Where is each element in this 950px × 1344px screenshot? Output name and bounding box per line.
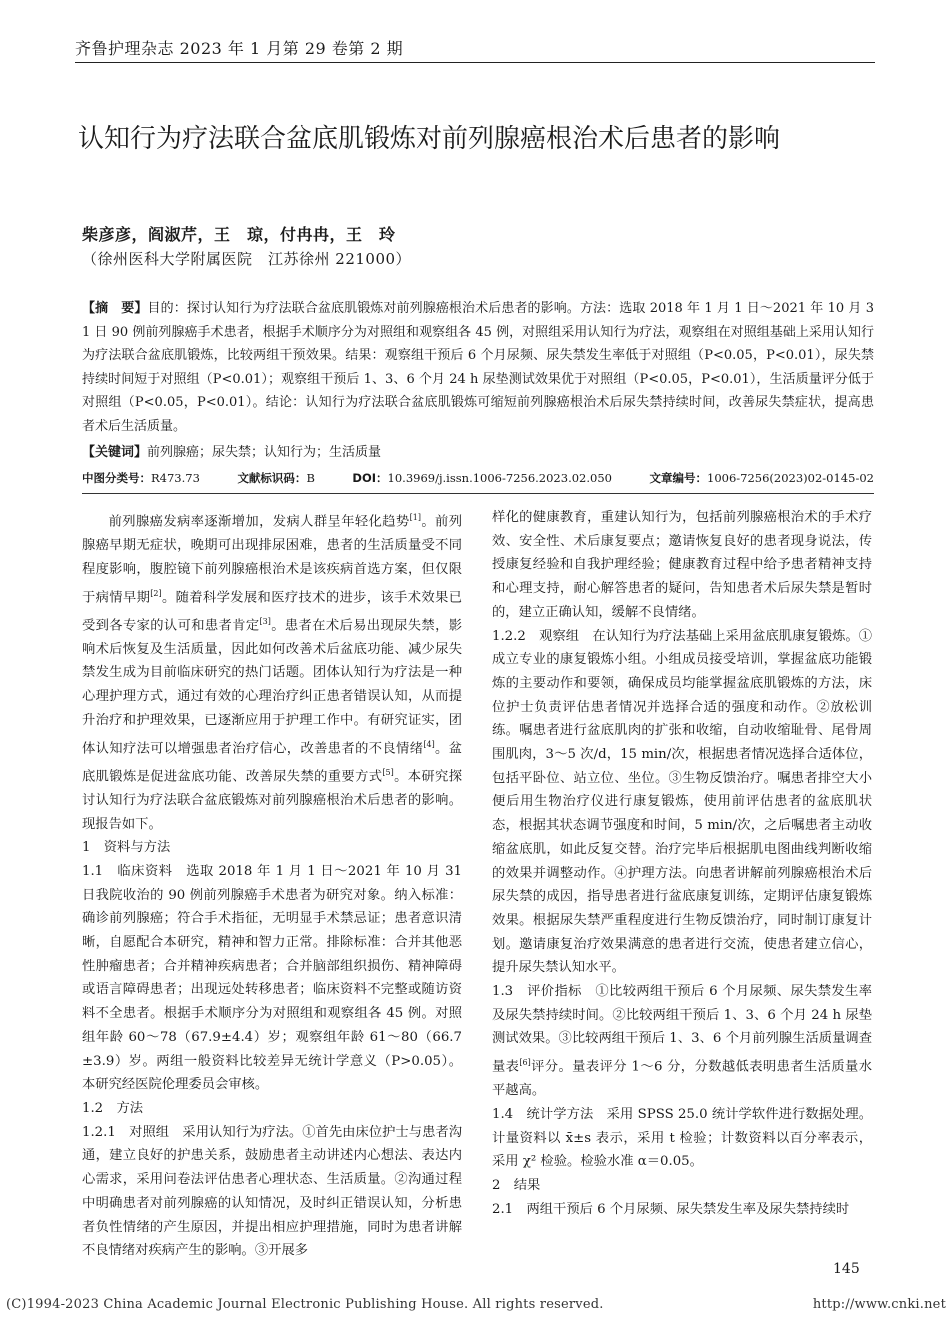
keywords-text: 前列腺癌；尿失禁；认知行为；生活质量 — [147, 445, 382, 460]
section-heading: 1 资料与方法 — [82, 840, 171, 856]
article-title: 认知行为疗法联合盆底肌锻炼对前列腺癌根治术后患者的影响 — [78, 124, 781, 154]
abstract-label: 【摘 要】 — [82, 301, 148, 316]
intro-paragraph: 前列腺癌发病率逐渐增加，发病人群呈年轻化趋势[1]。前列腺癌早期无症状，晚期可出现排尿困难，患者的生活质量受不同程度影响，腹腔镜下前列腺癌根治术是该疾病首选方案，但仅限于病情早期[2]。随着科学发展和医疗技术的进步，该手术效果已受到各专家的认可和患者肯定[3]。患者在术后易出现尿失禁，影响术后恢复及生活质量，因此如何改善术后盆底功能、减少尿失禁发生成为目前临床研究的热门话题。团体认知行为疗法是一种心理护理方式，通过有效的心理治疗纠正患者错误认知，从而提升治疗和护理效果，已逐渐应用于护理工作中。有研究证实，团体认知疗法可以增强患者治疗信心，改善患者的不良情绪[4]。盆底肌锻炼是促进盆底功能、改善尿失禁的重要方式[5]。本研究探讨认知行为疗法联合盆底锻炼对前列腺癌根治术后患者的影响。现报告如下。 — [82, 513, 463, 832]
footer-link[interactable]: http://www.cnki.net — [812, 1297, 946, 1312]
abstract-text: 目的：探讨认知行为疗法联合盆底肌锻炼对前列腺癌根治术后患者的影响。方法：选取 2018 年 1 月 1 日～2021 年 10 月 31 日 90 例前列腺癌手术患者，根据手术顺序分为对照组和观察组各 45 例，对照组采用认知行为疗法，观察组在对照组基础上采用认知行为疗法联合盆底肌锻炼，比较两组干预效果。结果：观察组干预后 6 个月尿频、尿失禁发生率低于对照组（P<0.05，P<0.01），尿失禁持续时间短于对照组（P<0.01）；观察组干预后 1、3、6 个月 24 h 尿垫测试效果优于对照组（P<0.05，P<0.01），生活质量评分低于对照组（P<0.05，P<0.01）。结论：认知行为疗法联合盆底肌锻炼可缩短前列腺癌根治术后尿失禁持续时间，改善尿失禁症状，提高患者术后生活质量。 — [82, 301, 874, 434]
keywords — [82, 442, 874, 464]
section-1-2-2: 1.2.2 观察组 在认知行为疗法基础上采用盆底肌康复锻炼。①成立专业的康复锻炼小组。小组成员接受培训，掌握盆底功能锻炼的主要动作和要领，确保成员均能掌握盆底肌锻炼的方法，床位护士负责评估患者情况并选择合适的强度和动作。②放松训练。嘱患者进行盆底肌肉的扩张和收缩，自动收缩耻骨、尾骨周围肌肉，3～5 次/d，15 min/次，根据患者情况选择合适体位，包括平卧位、站立位、坐位。③生物反馈治疗。嘱患者排空大小便后用生物治疗仪进行康复锻炼，使用前评估患者的盆底肌状态，根据其状态调节强度和时间，5 min/次，之后嘱患者主动收缩盆底肌，如此反复交替。治疗完毕后根据肌电图曲线判断收缩的效果并调整动作。④护理方法。向患者讲解前列腺癌根治术后尿失禁的成因，指导患者进行盆底康复训练，定期评估康复锻炼效果。根据尿失禁严重程度进行生物反馈治疗，同时制订康复计划。邀请康复治疗效果满意的患者进行交流，使患者建立信心，提升尿失禁认知水平。 — [492, 628, 872, 976]
citation: [6] — [519, 1058, 531, 1068]
journal-header: 齐鲁护理杂志 2023 年 1 月第 29 卷第 2 期 — [75, 39, 404, 58]
abstract — [82, 297, 874, 438]
citation: [2] — [150, 588, 162, 598]
page-number: 145 — [833, 1261, 860, 1277]
citation: [5] — [382, 767, 394, 777]
section-heading: 1.2 方法 — [82, 1100, 144, 1116]
article-number: 文章编号：1006-7256(2023)02-0145-02 — [649, 471, 874, 485]
section-divider — [82, 493, 874, 494]
citation: [1] — [409, 513, 421, 522]
header-divider — [75, 62, 875, 63]
clc-number: 中图分类号：R473.73 — [82, 471, 200, 485]
document-code: 文献标识码：B — [237, 471, 315, 485]
doi: DOI：10.3969/j.issn.1006-7256.2023.02.050 — [352, 471, 612, 485]
affiliation: （徐州医科大学附属医院 江苏徐州 221000） — [82, 250, 412, 268]
body-column-right — [492, 506, 872, 1222]
author-list: 柴彦彦，阎淑芹，王 琼，付冉冉，王 玲 — [82, 225, 396, 244]
citation: [4] — [423, 739, 435, 749]
section-1-2-1-continued: 样化的健康教育，重建认知行为，包括前列腺癌根治术的手术疗效、安全性、术后康复要点；邀请恢复良好的患者现身说法，传授康复经验和自我护理经验；健康教育过程中给予患者精神支持和心理支持，耐心解答患者的疑问，告知患者术后尿失禁是暂时的，建立正确认知，缓解不良情绪。 — [492, 510, 872, 620]
section-1-1: 1.1 临床资料 选取 2018 年 1 月 1 日～2021 年 10 月 31 日我院收治的 90 例前列腺癌手术患者为研究对象。纳入标准：确诊前列腺癌；符合手术指征，无明显手术禁忌证；患者意识清晰，自愿配合本研究，精神和智力正常。排除标准：合并其他恶性肿瘤患者；合并精神疾病患者；合并脑部组织损伤、精神障碍或语言障碍患者；出现远处转移患者；临床资料不完整或随访资料不全患者。根据手术顺序分为对照组和观察组各 45 例。对照组年龄 60～78（67.9±4.4）岁；观察组年龄 61～80（66.7±3.9）岁。两组一般资料比较差异无统计学意义（P>0.05）。本研究经医院伦理委员会审核。 — [82, 863, 462, 1093]
section-1-4: 1.4 统计学方法 采用 SPSS 25.0 统计学软件进行数据处理。计量资料以 x̄±s 表示，采用 t 检验；计数资料以百分率表示，采用 χ² 检验。检验水准 α＝0.05。 — [492, 1107, 872, 1170]
classification-line — [82, 468, 874, 488]
keywords-label: 【关键词】 — [82, 445, 148, 460]
section-2-1: 2.1 两组干预后 6 个月尿频、尿失禁发生率及尿失禁持续时 — [492, 1201, 850, 1217]
copyright-notice: (C)1994-2023 China Academic Journal Electronic Publishing House. All rights reserved. — [6, 1297, 604, 1312]
section-1-2-1: 1.2.1 对照组 采用认知行为疗法。①首先由床位护士与患者沟通，建立良好的护患关系，鼓励患者主动讲述内心想法、表达内心需求，采用问卷法评估患者心理状态、生活质量。②沟通过程中明确患者对前列腺癌的认知情况，及时纠正错误认知，分析患者负性情绪的产生原因，并提出相应护理措施，同时为患者讲解不良情绪对疾病产生的影响。③开展多 — [82, 1124, 462, 1259]
section-heading: 2 结果 — [492, 1178, 541, 1194]
section-1-3: 1.3 评价指标 ①比较两组干预后 6 个月尿频、尿失禁发生率及尿失禁持续时间。②比较两组干预后 1、3、6 个月 24 h 尿垫测试效果。③比较两组干预后 1、3、6 个月前列腺生活质量调查量表[6]评分。量表评分 1～6 分，分数越低表明患者生活质量水平越高。 — [492, 984, 873, 1099]
citation: [3] — [259, 616, 271, 626]
footer — [6, 1297, 946, 1312]
body-column-left — [82, 506, 462, 1263]
